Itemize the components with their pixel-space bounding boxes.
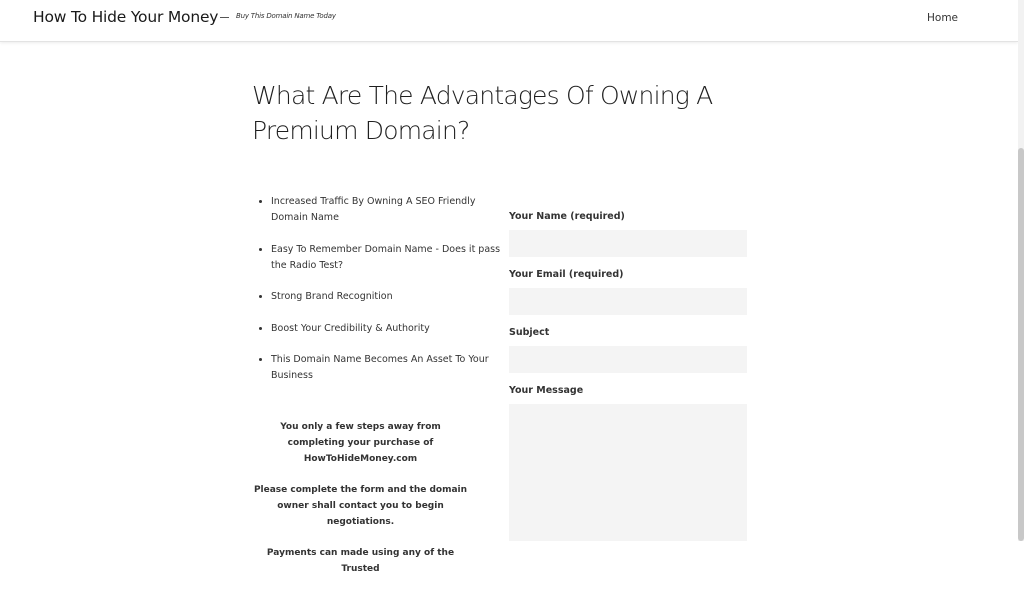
page-title: What Are The Advantages Of Owning A Premium Domain? bbox=[252, 81, 713, 145]
feature-list bbox=[258, 194, 501, 400]
info-paragraph: Payments can made using any of the Trusted bbox=[266, 548, 455, 574]
subject-label: Subject bbox=[509, 327, 550, 338]
email-label: Your Email (required) bbox=[509, 269, 624, 280]
site-tagline: Buy This Domain Name Today bbox=[236, 12, 336, 20]
message-textarea[interactable] bbox=[509, 404, 747, 541]
message-label: Your Message bbox=[509, 385, 584, 396]
site-header bbox=[0, 0, 1018, 42]
purchase-info bbox=[252, 419, 469, 592]
feature-item: • Boost Your Credibility & Authority bbox=[271, 321, 501, 337]
scrollbar-thumb[interactable] bbox=[1018, 148, 1024, 541]
info-paragraph: You only a few steps away from completing your purchase of HowToHideMoney.com bbox=[280, 422, 441, 464]
name-label: Your Name (required) bbox=[509, 211, 625, 222]
subject-input[interactable] bbox=[509, 346, 747, 373]
email-input[interactable] bbox=[509, 288, 747, 315]
info-paragraph: Please complete the form and the domain owner shall contact you to begin negotiations. bbox=[253, 485, 468, 527]
name-input[interactable] bbox=[509, 230, 747, 257]
feature-item: • Easy To Remember Domain Name - Does it pass the Radio Test? bbox=[271, 242, 501, 274]
site-title-link[interactable]: How To Hide Your Money bbox=[33, 8, 219, 26]
feature-item: • This Domain Name Becomes An Asset To Your Business bbox=[271, 352, 501, 384]
page-scrollbar[interactable] bbox=[1018, 0, 1024, 541]
feature-item: • Increased Traffic By Owning A SEO Friendly Domain Name bbox=[271, 194, 501, 226]
nav-home-link[interactable]: Home bbox=[927, 12, 959, 24]
title-separator bbox=[220, 17, 229, 18]
feature-item: • Strong Brand Recognition bbox=[271, 289, 501, 305]
